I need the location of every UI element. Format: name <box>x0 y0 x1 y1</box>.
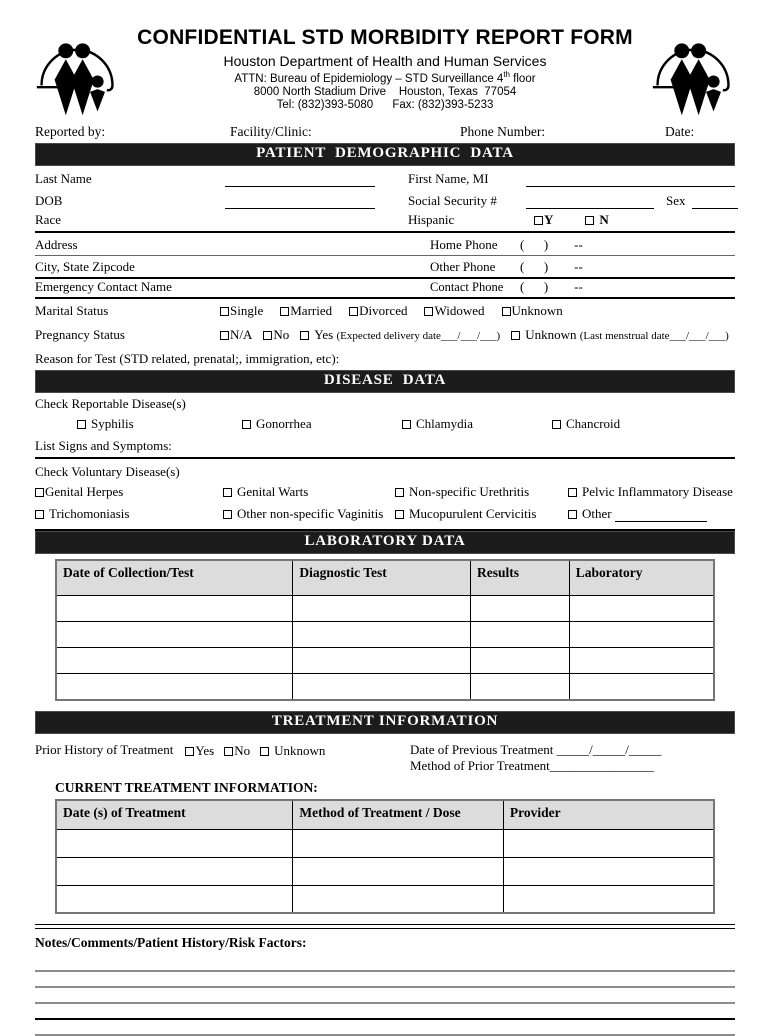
chancroid-checkbox[interactable] <box>552 420 561 429</box>
laboratory-table-wrap <box>55 559 715 701</box>
attn-suffix: floor <box>509 72 536 85</box>
prior-method-field[interactable]: ________________ <box>549 757 654 773</box>
syphilis-checkbox[interactable] <box>77 420 86 429</box>
other-vaginitis-checkbox[interactable] <box>223 510 232 519</box>
contact-phone-label: Contact Phone <box>430 280 504 294</box>
gonorrhea-checkbox[interactable] <box>242 420 251 429</box>
marital-married-checkbox[interactable] <box>280 307 289 316</box>
notes-line[interactable] <box>35 972 735 988</box>
lab-cell[interactable] <box>293 596 471 622</box>
row-name <box>35 166 735 188</box>
mucopurulent-cervicitis-checkbox[interactable] <box>395 510 404 519</box>
expected-delivery-note[interactable]: (Expected delivery date___/___/___) <box>336 330 501 342</box>
prior-history-label: Prior History of Treatment <box>35 741 174 757</box>
prior-no-checkbox[interactable] <box>224 747 233 756</box>
dob-field[interactable] <box>225 193 375 209</box>
reported-by-label[interactable]: Reported by: <box>35 124 106 139</box>
last-menstrual-note[interactable]: (Last menstrual date___/___/___) <box>579 330 729 342</box>
reason-for-test-label: Reason for Test (STD related, prenatal;, immigration, etc): <box>35 350 340 366</box>
prior-unknown-checkbox[interactable] <box>260 747 269 756</box>
lab-cell[interactable] <box>471 674 570 700</box>
city-state-zip-label[interactable]: City, State Zipcode <box>35 259 135 274</box>
signs-symptoms-row[interactable] <box>35 435 735 459</box>
section-divider <box>35 924 735 929</box>
row-emergency-contact <box>35 279 735 299</box>
lab-cell[interactable] <box>471 622 570 648</box>
prior-method-label: Method of Prior Treatment <box>410 757 550 773</box>
prior-unknown-option[interactable] <box>260 743 325 759</box>
lab-table-row <box>56 674 714 700</box>
sex-label: Sex <box>666 193 686 208</box>
genital-herpes-checkbox[interactable] <box>35 488 44 497</box>
first-name-field[interactable] <box>526 171 735 187</box>
pelvic-inflammatory-option[interactable] <box>568 484 735 500</box>
notes-line[interactable] <box>35 988 735 1004</box>
genital-warts-text: Genital Warts <box>237 484 309 499</box>
other-phone-label: Other Phone <box>430 259 496 274</box>
pregnancy-no-text: No <box>273 327 290 342</box>
marital-unknown-text: Unknown <box>511 303 563 318</box>
lab-cell[interactable] <box>471 596 570 622</box>
nonspecific-urethritis-text: Non-specific Urethritis <box>409 484 530 499</box>
marital-widowed-option[interactable] <box>424 303 484 319</box>
other-vaginitis-option[interactable] <box>223 506 395 522</box>
trichomoniasis-option[interactable] <box>35 506 223 522</box>
voluntary-diseases-row-2 <box>35 503 735 531</box>
section-bar-laboratory-data: LABORATORY DATA <box>35 531 735 554</box>
marital-status-label: Marital Status <box>35 303 109 318</box>
other-disease-option[interactable] <box>568 506 735 522</box>
other-disease-text: Other <box>582 506 612 521</box>
org-address: 8000 North Stadium Drive Houston, Texas 77054 <box>253 85 517 98</box>
syphilis-option[interactable] <box>77 416 242 432</box>
trichomoniasis-checkbox[interactable] <box>35 510 44 519</box>
other-vaginitis-text: Other non-specific Vaginitis <box>237 506 384 521</box>
hispanic-yes-checkbox[interactable] <box>534 216 543 225</box>
trt-cell[interactable] <box>503 857 714 885</box>
notes-line[interactable] <box>35 1020 735 1036</box>
hispanic-no-checkbox[interactable] <box>585 216 594 225</box>
marital-married-option[interactable] <box>280 303 332 319</box>
trt-cell[interactable] <box>293 857 504 885</box>
prior-unknown-text: Unknown <box>274 742 326 758</box>
trt-cell[interactable] <box>56 829 293 857</box>
hhs-people-logo-icon <box>35 34 119 118</box>
trt-col-dates: Date (s) of Treatment <box>56 800 293 830</box>
lab-cell[interactable] <box>293 648 471 674</box>
prior-history-row <box>35 742 735 774</box>
lab-table-row <box>56 622 714 648</box>
prior-yes-checkbox[interactable] <box>185 747 194 756</box>
lab-cell[interactable] <box>471 648 570 674</box>
laboratory-table <box>55 559 715 701</box>
voluntary-diseases-label: Check Voluntary Disease(s) <box>35 464 180 479</box>
lab-col-date: Date of Collection/Test <box>56 560 293 596</box>
lab-cell[interactable] <box>569 648 714 674</box>
form-header <box>35 26 735 118</box>
hispanic-no-text: N <box>599 212 609 227</box>
marital-divorced-checkbox[interactable] <box>349 307 358 316</box>
lab-cell[interactable] <box>293 622 471 648</box>
trichomoniasis-text: Trichomoniasis <box>49 506 130 521</box>
attn-line <box>119 70 651 85</box>
pregnancy-na-text: N/A <box>230 327 253 342</box>
lab-table-row <box>56 596 714 622</box>
marital-widowed-checkbox[interactable] <box>424 307 433 316</box>
pregnancy-na-option[interactable] <box>220 327 252 343</box>
race-label: Race <box>35 212 61 227</box>
last-name-field[interactable] <box>225 171 375 187</box>
reportable-diseases-row <box>35 413 735 435</box>
marital-unknown-checkbox[interactable] <box>502 307 511 316</box>
hhs-people-logo-icon <box>651 34 735 118</box>
hispanic-no-option[interactable] <box>585 212 608 228</box>
treatment-table-wrap <box>55 799 715 915</box>
row-dob-ssn <box>35 188 735 210</box>
voluntary-diseases-row-1 <box>35 481 735 503</box>
row-race-hispanic <box>35 210 735 233</box>
row-address <box>35 233 735 256</box>
section-bar-patient-demographic: PATIENT DEMOGRAPHIC DATA <box>35 143 735 166</box>
other-disease-checkbox[interactable] <box>568 510 577 519</box>
previous-treatment-date-row[interactable] <box>410 742 735 758</box>
chlamydia-text: Chlamydia <box>416 416 474 431</box>
marital-single-option[interactable] <box>220 303 263 319</box>
marital-unknown-option[interactable] <box>502 303 563 319</box>
pregnancy-unknown-checkbox[interactable] <box>511 331 520 340</box>
trt-cell[interactable] <box>503 885 714 913</box>
trt-cell[interactable] <box>293 885 504 913</box>
tel-fax-line: Tel: (832)393-5080 Fax: (832)393-5233 <box>276 98 494 111</box>
pregnancy-unknown-option[interactable] <box>511 327 729 343</box>
pregnancy-no-checkbox[interactable] <box>263 331 272 340</box>
signs-symptoms-label: List Signs and Symptoms: <box>35 438 172 453</box>
prior-no-option[interactable] <box>224 743 250 759</box>
genital-warts-checkbox[interactable] <box>223 488 232 497</box>
pregnancy-no-option[interactable] <box>263 327 289 343</box>
prior-no-text: No <box>234 742 251 758</box>
lab-col-laboratory: Laboratory <box>569 560 714 596</box>
other-disease-field[interactable] <box>615 510 707 522</box>
last-name-label: Last Name <box>35 171 92 186</box>
contact-phone-field[interactable]: ( ) -- <box>520 279 583 294</box>
address-label[interactable]: Address <box>35 237 78 252</box>
lab-cell[interactable] <box>56 674 293 700</box>
reason-for-test-row[interactable] <box>35 347 735 370</box>
section-bar-treatment-information: TREATMENT INFORMATION <box>35 711 735 734</box>
gonorrhea-option[interactable] <box>242 416 402 432</box>
attn-text: ATTN: Bureau of Epidemiology – STD Surveillance 4 <box>234 72 504 85</box>
chlamydia-option[interactable] <box>402 416 552 432</box>
org-name: Houston Department of Health and Human Services <box>223 53 547 69</box>
trt-col-provider: Provider <box>503 800 714 830</box>
lab-table-row <box>56 648 714 674</box>
pregnancy-unknown-text: Unknown <box>525 327 577 342</box>
form-title: CONFIDENTIAL STD MORBIDITY REPORT FORM <box>137 26 633 49</box>
hispanic-label: Hispanic <box>408 212 455 227</box>
notes-line[interactable] <box>35 1004 735 1020</box>
reportable-diseases-label: Check Reportable Disease(s) <box>35 396 186 411</box>
marital-single-text: Single <box>230 303 264 318</box>
prior-method-row[interactable] <box>410 758 735 774</box>
trt-cell[interactable] <box>56 857 293 885</box>
prior-yes-text: Yes <box>195 742 215 758</box>
reported-by-row <box>35 124 735 143</box>
pregnancy-status-label: Pregnancy Status <box>35 327 125 342</box>
pelvic-inflammatory-text: Pelvic Inflammatory Disease <box>582 484 733 499</box>
pregnancy-yes-checkbox[interactable] <box>300 331 309 340</box>
lab-cell[interactable] <box>56 596 293 622</box>
row-pregnancy-status <box>35 323 735 347</box>
lab-col-results: Results <box>471 560 570 596</box>
trt-cell[interactable] <box>56 885 293 913</box>
treatment-table-row <box>56 885 714 913</box>
home-phone-label: Home Phone <box>430 237 498 252</box>
nonspecific-urethritis-checkbox[interactable] <box>395 488 404 497</box>
attn-superscript: th <box>503 70 510 79</box>
home-phone-field[interactable]: ( ) -- <box>520 237 583 252</box>
other-phone-field[interactable]: ( ) -- <box>520 259 583 274</box>
trt-cell[interactable] <box>503 829 714 857</box>
row-city <box>35 256 735 279</box>
trt-cell[interactable] <box>293 829 504 857</box>
current-treatment-heading: CURRENT TREATMENT INFORMATION: <box>55 779 318 795</box>
facility-clinic-label[interactable]: Facility/Clinic: <box>230 124 312 139</box>
notes-line[interactable] <box>35 951 735 972</box>
lab-col-diagnostic: Diagnostic Test <box>293 560 471 596</box>
lab-cell[interactable] <box>56 648 293 674</box>
lab-cell[interactable] <box>293 674 471 700</box>
marital-widowed-text: Widowed <box>434 303 485 318</box>
previous-treatment-date-label: Date of Previous Treatment <box>410 741 554 757</box>
marital-divorced-text: Divorced <box>359 303 408 318</box>
marital-divorced-option[interactable] <box>349 303 407 319</box>
ssn-label: Social Security # <box>408 193 497 208</box>
trt-col-method: Method of Treatment / Dose <box>293 800 504 830</box>
marital-married-text: Married <box>290 303 333 318</box>
previous-treatment-date-field[interactable]: _____/_____/_____ <box>556 741 662 757</box>
mucopurulent-cervicitis-option[interactable] <box>395 506 568 522</box>
emergency-contact-label[interactable]: Emergency Contact Name <box>35 279 172 294</box>
date-label[interactable]: Date: <box>665 124 695 139</box>
phone-number-label[interactable]: Phone Number: <box>460 124 546 139</box>
treatment-header-row <box>56 800 714 830</box>
dob-label: DOB <box>35 193 63 208</box>
marital-single-checkbox[interactable] <box>220 307 229 316</box>
genital-herpes-text: Genital Herpes <box>45 484 124 499</box>
ssn-field[interactable] <box>526 193 654 209</box>
mucopurulent-cervicitis-text: Mucopurulent Cervicitis <box>409 506 537 521</box>
pregnancy-yes-text: Yes <box>314 327 334 342</box>
pregnancy-yes-option[interactable] <box>300 327 500 343</box>
laboratory-header-row <box>56 560 714 596</box>
notes-heading: Notes/Comments/Patient History/Risk Factors: <box>35 935 307 950</box>
treatment-table <box>55 799 715 915</box>
lab-cell[interactable] <box>569 674 714 700</box>
lab-cell[interactable] <box>56 622 293 648</box>
pelvic-inflammatory-checkbox[interactable] <box>568 488 577 497</box>
pregnancy-na-checkbox[interactable] <box>220 331 229 340</box>
chancroid-option[interactable] <box>552 416 735 432</box>
first-name-label: First Name, MI <box>408 171 489 186</box>
lab-cell[interactable] <box>569 596 714 622</box>
treatment-table-row <box>56 829 714 857</box>
hispanic-yes-option[interactable] <box>534 212 553 228</box>
chlamydia-checkbox[interactable] <box>402 420 411 429</box>
syphilis-text: Syphilis <box>91 416 134 431</box>
gonorrhea-text: Gonorrhea <box>256 416 312 431</box>
lab-cell[interactable] <box>569 622 714 648</box>
sex-field[interactable] <box>692 193 738 209</box>
hispanic-yes-text: Y <box>544 212 554 227</box>
prior-yes-option[interactable] <box>185 743 214 759</box>
section-bar-disease-data: DISEASE DATA <box>35 370 735 393</box>
chancroid-text: Chancroid <box>566 416 621 431</box>
row-marital-status <box>35 299 735 323</box>
nonspecific-urethritis-option[interactable] <box>395 484 568 500</box>
genital-herpes-option[interactable] <box>35 484 223 500</box>
treatment-table-row <box>56 857 714 885</box>
genital-warts-option[interactable] <box>223 484 395 500</box>
